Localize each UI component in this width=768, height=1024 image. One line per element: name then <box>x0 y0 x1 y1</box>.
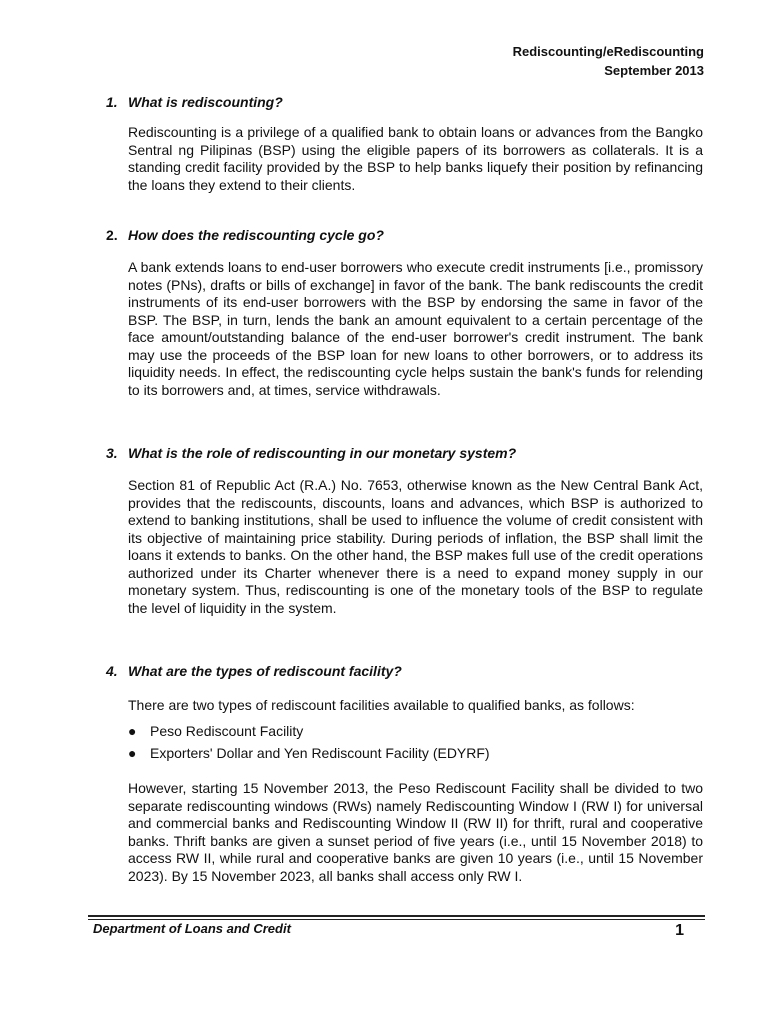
answer-3-paragraph: Section 81 of Republic Act (R.A.) No. 7653, otherwise known as the New Central Bank Act, provides that the rediscounts, discounts, loans and advances, which BSP is authorized to extend to banking institutions, shall be used to influence the volume of credit consistent with its objective of maintaining price stability. During periods of inflation, the BSP shall limit the loans it extends to banks. On the other hand, the BSP makes full use of the credit operations authorized under its Charter whenever there is a need to expand money supply in our monetary system. Thus, rediscounting is one of the monetary tools of the BSP to regulate the level of liquidity in the system. <box>128 477 703 616</box>
question-1-heading <box>106 94 283 110</box>
list-item <box>128 722 703 744</box>
bullet-icon: ● <box>128 723 137 739</box>
header-date: September 2013 <box>604 63 704 78</box>
footer-department: Department of Loans and Credit <box>93 921 291 936</box>
question-number: 3. <box>106 445 118 461</box>
footer-rule-thick <box>88 915 705 917</box>
list-item-text: Exporters' Dollar and Yen Rediscount Facility (EDYRF) <box>150 745 490 761</box>
list-item-text: Peso Rediscount Facility <box>150 723 304 739</box>
answer-1-paragraph: Rediscounting is a privilege of a qualified bank to obtain loans or advances from the Bangko Sentral ng Pilipinas (BSP) using the eligible papers of its borrowers as collaterals. It is a standing credit facility provided by the BSP to help banks liquefy their position by refinancing the loans they extend to their clients. <box>128 124 703 193</box>
answer-4-paragraph: However, starting 15 November 2013, the Peso Rediscount Facility shall be divided to two separate rediscounting windows (RWs) namely Rediscounting Window I (RW I) for universal and commercial banks and Rediscounting Window II (RW II) for thrift, rural and cooperative banks. Thrift banks are given a sunset period of five years (i.e., until 15 November 2018) to access RW II, while rural and cooperative banks are given 10 years (i.e., until 15 November 2023). By 15 November 2023, all banks shall access only RW I. <box>128 780 703 884</box>
answer-2-paragraph: A bank extends loans to end-user borrowers who execute credit instruments [i.e., promissory notes (PNs), drafts or bills of exchange] in favor of the bank. The bank rediscounts the credit instruments of its end-user borrowers with the BSP by endorsing the same in favor of the BSP. The BSP, in turn, lends the bank an amount equivalent to a certain percentage of the face amount/outstanding balance of the end-user borrower's credit instrument. The bank may use the proceeds of the BSP loan for new loans to other borrowers, or to address its liquidity needs. In effect, the rediscounting cycle helps sustain the bank's funds for relending to its borrowers and, at times, service withdrawals. <box>128 259 703 398</box>
question-text: What is the role of rediscounting in our monetary system? <box>128 445 517 461</box>
page-number: 1 <box>675 922 684 939</box>
question-3-heading <box>106 445 516 461</box>
question-number: 1. <box>106 94 118 110</box>
header-title: Rediscounting/eRediscounting <box>512 44 704 59</box>
list-item <box>128 744 703 766</box>
question-number: 4. <box>106 663 118 679</box>
question-4-heading <box>106 663 402 679</box>
question-text: What is rediscounting? <box>128 94 283 110</box>
document-header <box>513 42 704 80</box>
facility-list <box>128 722 703 766</box>
answer-4-intro: There are two types of rediscount facilities available to qualified banks, as follows: <box>128 697 635 713</box>
question-2-heading <box>106 227 384 243</box>
bullet-icon: ● <box>128 745 137 761</box>
question-text: What are the types of rediscount facility? <box>128 663 402 679</box>
footer-rule-thin <box>88 919 705 920</box>
question-number: 2. <box>106 227 118 243</box>
question-text: How does the rediscounting cycle go? <box>128 227 384 243</box>
